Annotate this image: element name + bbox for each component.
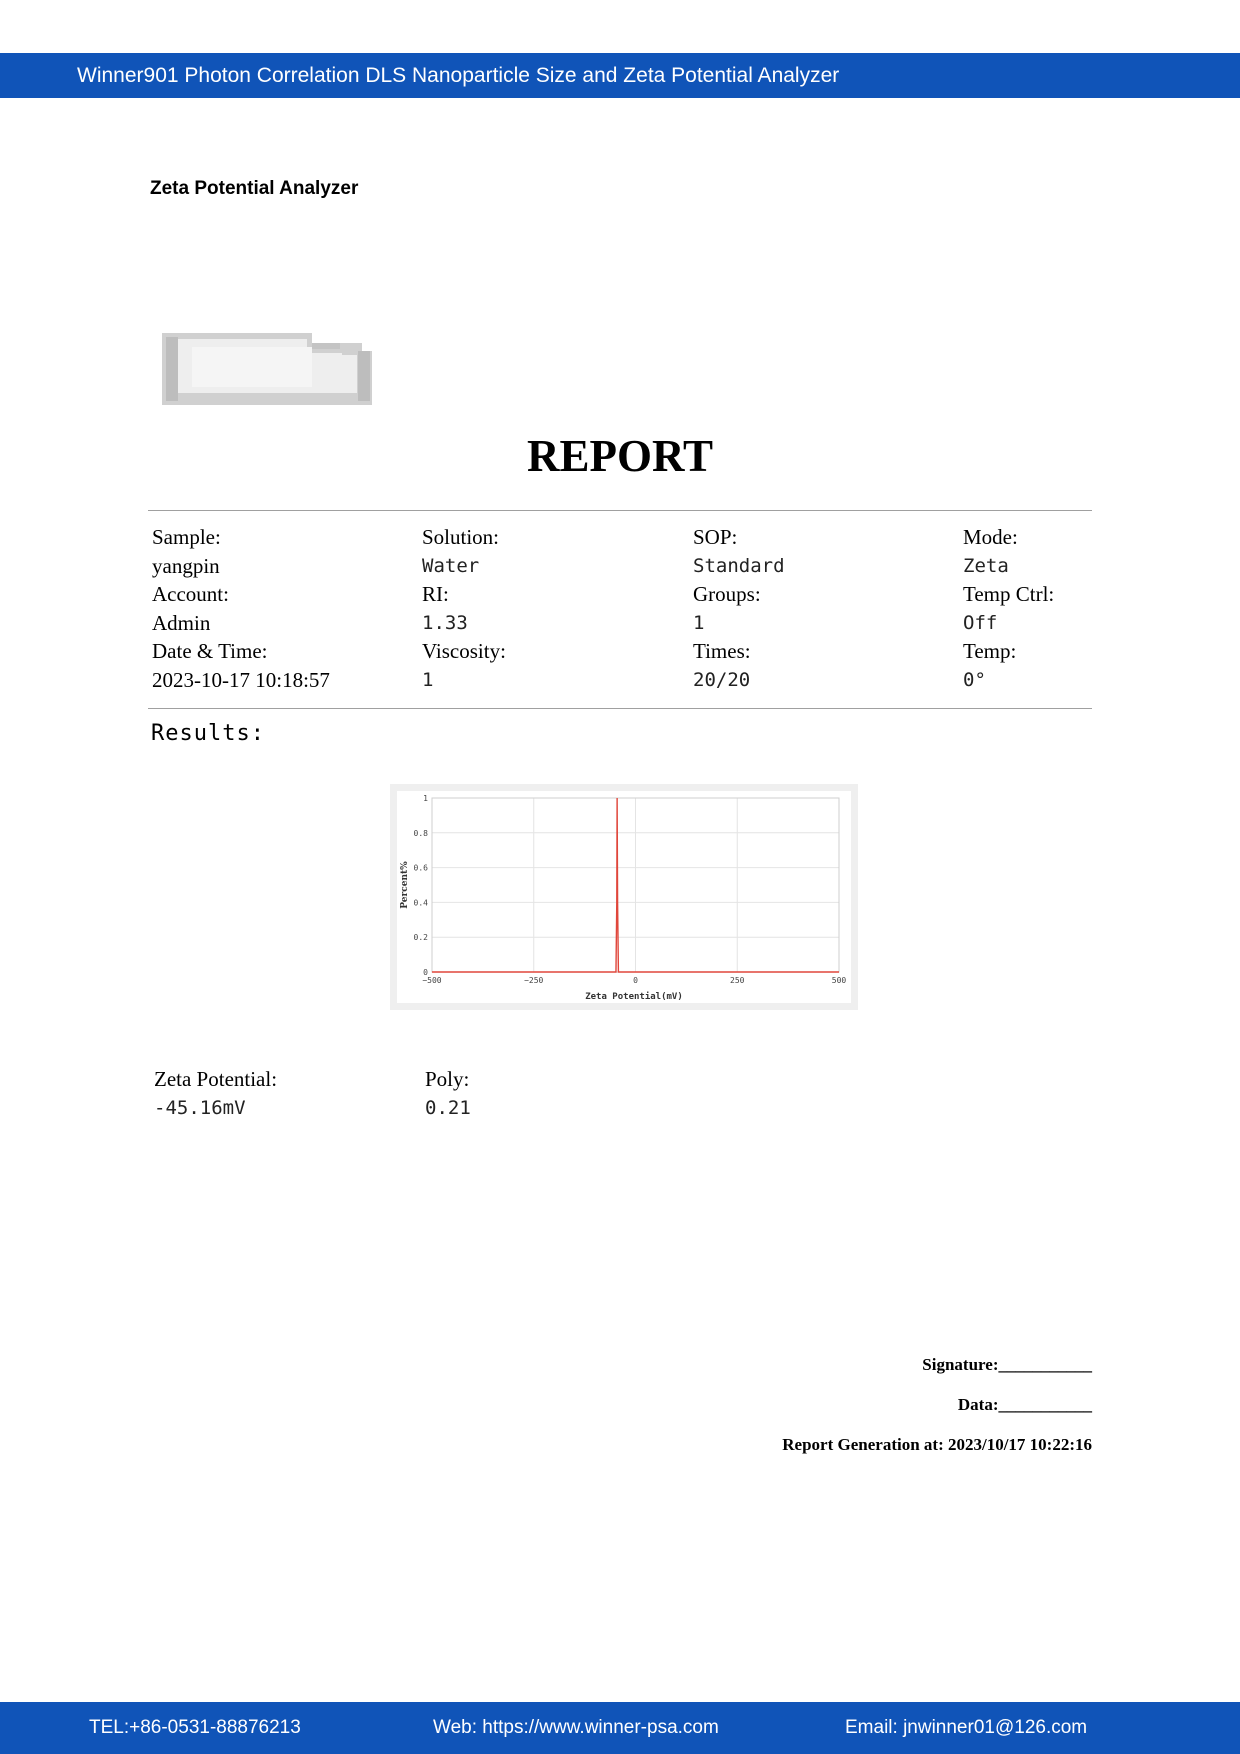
sop-value: Standard [693,554,785,577]
signature-block [782,1350,1092,1470]
divider-top [148,510,1092,511]
footer-email: Email: jnwinner01@126.com [845,1717,1088,1738]
chart-y-tick-label: 0.2 [413,933,428,943]
company-name: Zeta Potential Analyzer [150,178,359,199]
results-grid [154,1065,625,1122]
chart-y-tick-label: 0 [423,968,428,977]
chart-y-tick-label: 0.8 [413,828,428,838]
chart-x-tick-label: −250 [524,976,544,985]
zeta-distribution-chart [390,784,858,1010]
company-logo [162,333,372,405]
sample-label: Sample: [152,525,221,549]
mode-value: Zeta [963,554,1009,577]
report-title: REPORT [527,431,713,481]
solution-label: Solution: [422,525,500,549]
zeta-potential-label: Zeta Potential: [154,1067,278,1091]
chart-x-tick-label: 0 [633,976,638,985]
mode-label: Mode: [963,525,1018,549]
sample-info-grid [152,523,1092,694]
footer-tel: TEL:+86-0531-88876213 [89,1717,301,1738]
viscosity-value: 1 [422,668,434,691]
solution-value: Water [422,554,480,577]
chart-y-tick-label: 1 [423,794,428,803]
zeta-potential-value: -45.16mV [154,1096,246,1119]
chart-x-tick-label: −500 [422,976,442,985]
datetime-value: 2023-10-17 10:18:57 [152,667,330,692]
datetime-label: Date & Time: [152,639,268,663]
ri-value: 1.33 [422,611,468,634]
chart-x-tick-label: 250 [730,976,745,985]
chart-svg [390,784,858,1010]
temp-label: Temp: [963,639,1017,663]
tempctrl-label: Temp Ctrl: [963,582,1055,606]
chart-x-axis-label: Zeta Potential(mV) [585,992,683,1002]
times-label: Times: [693,639,751,663]
account-value: Admin [152,610,211,635]
chart-x-tick-label: 500 [831,976,847,985]
signature-line: Signature:___________ [922,1355,1092,1374]
footer-web: Web: https://www.winner-psa.com [433,1717,719,1738]
viscosity-label: Viscosity: [422,639,506,663]
groups-label: Groups: [693,582,761,606]
temp-value: 0° [963,668,986,691]
data-line: Data:___________ [957,1395,1092,1414]
results-label: Results: [151,721,265,746]
footer-banner [0,1702,1240,1754]
poly-label: Poly: [425,1067,470,1091]
ri-label: RI: [422,582,449,606]
poly-value: 0.21 [425,1096,471,1119]
times-value: 20/20 [693,668,751,691]
chart-y-axis-label: Percent% [400,861,410,909]
account-label: Account: [152,582,229,606]
tempctrl-value: Off [963,611,998,634]
groups-value: 1 [693,611,705,634]
report-generation-time: Report Generation at: 2023/10/17 10:22:16 [782,1435,1092,1454]
chart-y-tick-label: 0.4 [413,898,428,908]
sop-label: SOP: [693,525,738,549]
header-banner: Winner901 Photon Correlation DLS Nanoparticle Size and Zeta Potential Analyzer [0,53,1240,98]
divider-bottom [148,708,1092,709]
sample-value: yangpin [152,553,220,578]
chart-y-tick-label: 0.6 [413,863,428,873]
